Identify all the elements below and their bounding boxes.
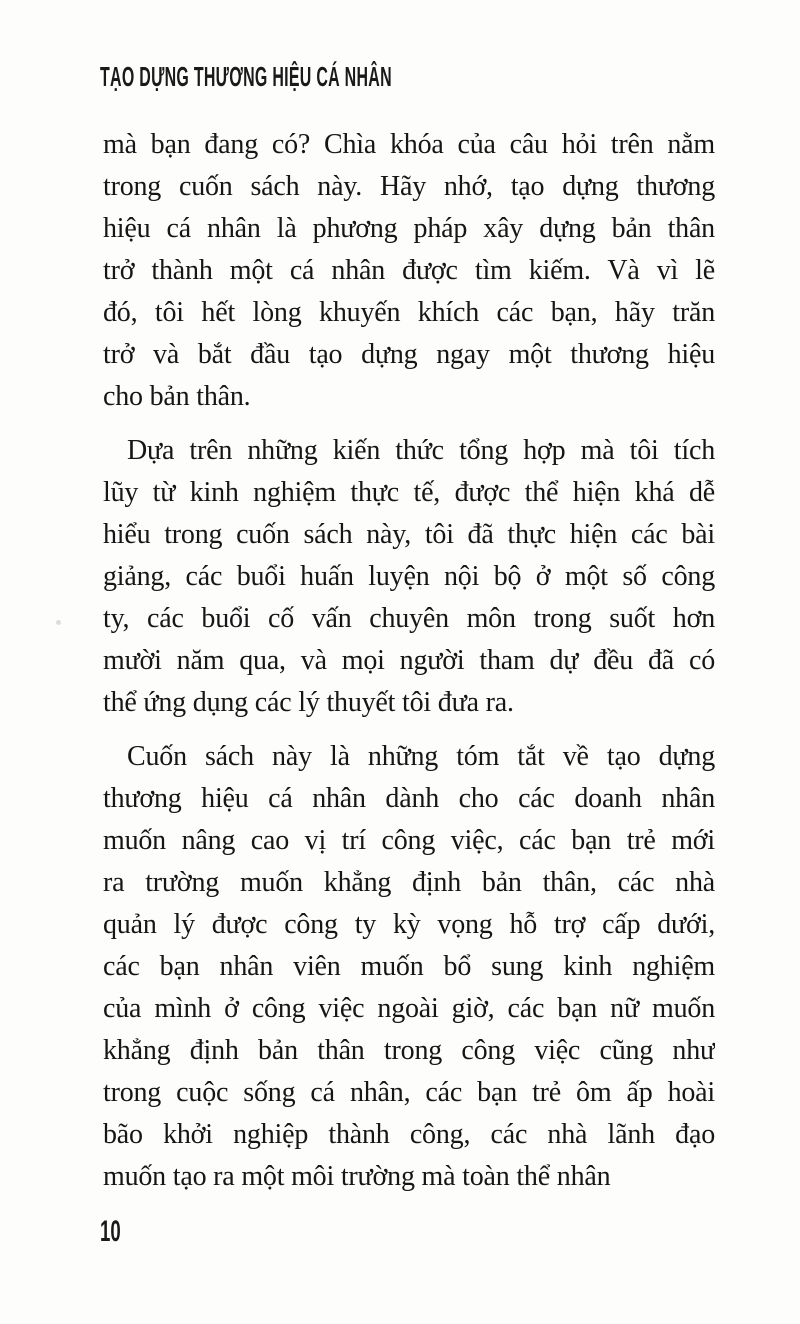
text-line: lũy từ kinh nghiệm thực tế, được thể hiện khá dễ xyxy=(103,477,715,508)
text-line: quản lý được công ty kỳ vọng hỗ trợ cấp dưới, xyxy=(103,909,715,940)
text-line: mà bạn đang có? Chìa khóa của câu hỏi trên nằm xyxy=(103,129,715,160)
text-line: trở và bắt đầu tạo dựng ngay một thương hiệu xyxy=(103,339,715,370)
text-line: thể ứng dụng các lý thuyết tôi đưa ra. xyxy=(103,687,514,718)
text-line: đó, tôi hết lòng khuyến khích các bạn, hãy trăn xyxy=(103,297,715,328)
text-line: hiệu cá nhân là phương pháp xây dựng bản thân xyxy=(103,213,715,244)
text-line: hiểu trong cuốn sách này, tôi đã thực hiện các bài xyxy=(103,519,715,550)
text-line: giảng, các buổi huấn luyện nội bộ ở một số công xyxy=(103,561,715,592)
running-header: TẠO DỰNG THƯƠNG HIỆU CÁ NHÂN xyxy=(100,61,392,92)
text-line: các bạn nhân viên muốn bổ sung kinh nghiệm xyxy=(103,951,715,982)
text-line: trong cuốn sách này. Hãy nhớ, tạo dựng thương xyxy=(103,171,715,202)
paragraph xyxy=(103,124,715,418)
body-text xyxy=(103,124,715,1198)
text-line: mười năm qua, và mọi người tham dự đều đã có xyxy=(103,645,715,676)
text-line: ra trường muốn khẳng định bản thân, các nhà xyxy=(103,867,715,898)
text-line: Dựa trên những kiến thức tổng hợp mà tôi tích xyxy=(127,435,715,466)
text-line: khẳng định bản thân trong công việc cũng như xyxy=(103,1035,715,1066)
page-number: 10 xyxy=(100,1215,121,1248)
text-line: trở thành một cá nhân được tìm kiếm. Và vì lẽ xyxy=(103,255,715,286)
text-line: muốn tạo ra một môi trường mà toàn thể nhân xyxy=(103,1161,611,1192)
text-line: ty, các buổi cố vấn chuyên môn trong suốt hơn xyxy=(103,603,715,634)
paragraph xyxy=(103,430,715,724)
text-line: của mình ở công việc ngoài giờ, các bạn nữ muốn xyxy=(103,993,715,1024)
text-line: muốn nâng cao vị trí công việc, các bạn trẻ mới xyxy=(103,825,715,856)
text-line: trong cuộc sống cá nhân, các bạn trẻ ôm ấp hoài xyxy=(103,1077,715,1108)
text-line: cho bản thân. xyxy=(103,381,251,412)
text-line: thương hiệu cá nhân dành cho các doanh nhân xyxy=(103,783,715,814)
text-line: Cuốn sách này là những tóm tắt về tạo dựng xyxy=(127,741,715,772)
text-line: bão khởi nghiệp thành công, các nhà lãnh đạo xyxy=(103,1119,715,1150)
scan-speck xyxy=(56,620,61,625)
paragraph xyxy=(103,736,715,1198)
